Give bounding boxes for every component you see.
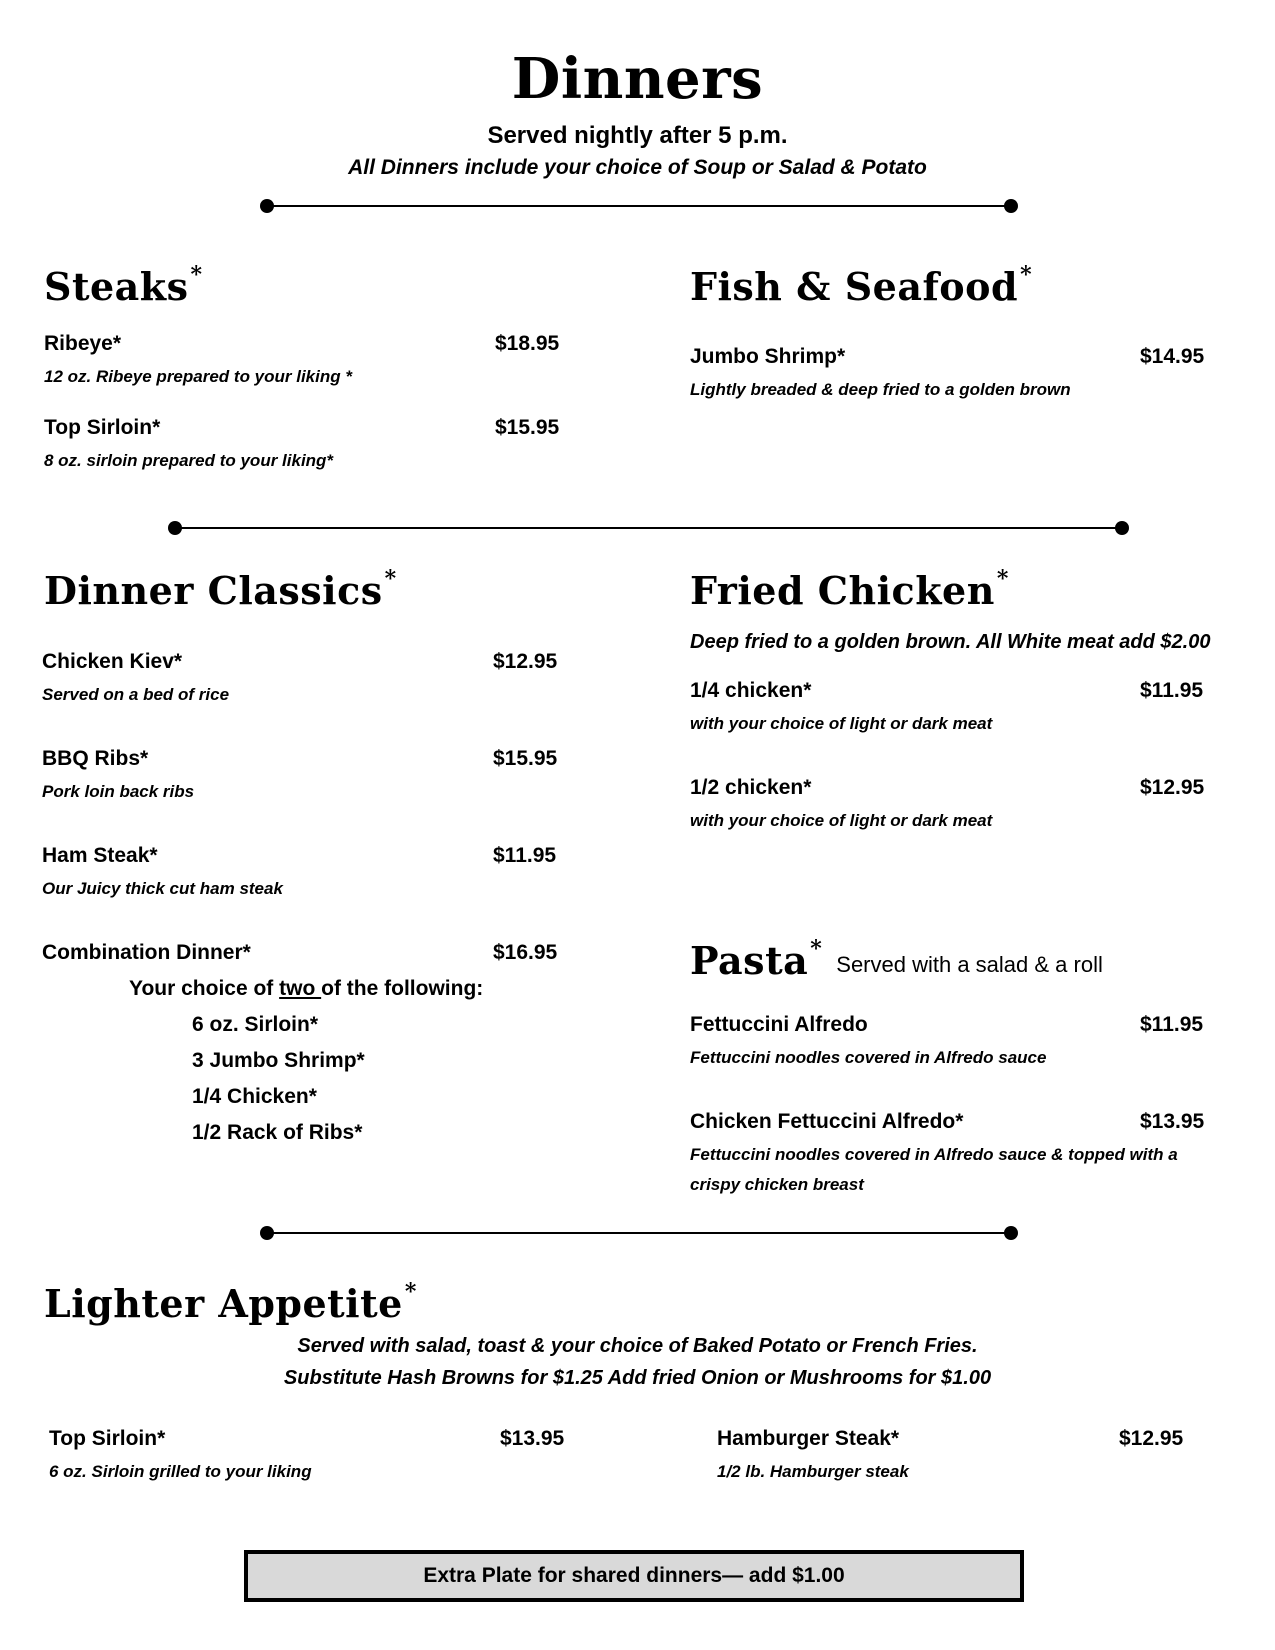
menu-item-name: Top Sirloin* — [44, 416, 161, 439]
menu-item-description: 12 oz. Ribeye prepared to your liking * — [44, 367, 352, 386]
section-title-seafood: Fish & Seafood* — [690, 262, 1033, 309]
menu-item-price: $14.95 — [1140, 345, 1205, 368]
menu-item-description: 1/2 lb. Hamburger steak — [717, 1462, 909, 1481]
menu-item-name: Ham Steak* — [42, 844, 158, 867]
combo-option: 1/2 Rack of Ribs* — [192, 1121, 363, 1144]
menu-item-price: $13.95 — [1140, 1110, 1205, 1133]
pasta-note: Served with a salad & a roll — [836, 951, 1103, 977]
menu-item-price: $13.95 — [500, 1427, 565, 1450]
extra-plate-text: Extra Plate for shared dinners— add $1.00 — [423, 1564, 845, 1587]
menu-item-description: Fettuccini noodles covered in Alfredo sauce & topped with a — [690, 1145, 1178, 1164]
menu-item-price: $15.95 — [493, 747, 558, 770]
menu-item-price: $12.95 — [493, 650, 558, 673]
menu-item-description: Our Juicy thick cut ham steak — [42, 879, 283, 898]
divider-bottom — [267, 1232, 1011, 1234]
menu-item-name: 1/4 chicken* — [690, 679, 812, 702]
section-title-lighter-appetite: Lighter Appetite* — [44, 1279, 417, 1326]
fried-chicken-note: Deep fried to a golden brown. All White meat add $2.00 — [690, 631, 1211, 653]
menu-item-price: $12.95 — [1140, 776, 1205, 799]
section-title-dinner-classics: Dinner Classics* — [44, 566, 397, 613]
menu-item-description: 6 oz. Sirloin grilled to your liking — [49, 1462, 312, 1481]
menu-item-description: Served on a bed of rice — [42, 685, 230, 704]
menu-item-description: Lightly breaded & deep fried to a golden brown — [690, 380, 1071, 399]
lighter-appetite-note: Substitute Hash Browns for $1.25 Add fried Onion or Mushrooms for $1.00 — [283, 1367, 992, 1389]
dinner-includes-note: All Dinners include your choice of Soup or Salad & Potato — [348, 156, 927, 179]
menu-item-name: Jumbo Shrimp* — [690, 345, 846, 368]
menu-item-name: BBQ Ribs* — [42, 747, 149, 770]
menu-item-description: 8 oz. sirloin prepared to your liking* — [44, 451, 334, 470]
section-title-steaks: Steaks* — [44, 262, 203, 309]
section-title-fried-chicken: Fried Chicken* — [690, 566, 1009, 613]
section-title-pasta: Pasta*Served with a salad & a roll — [690, 936, 1103, 983]
menu-item-price: $11.95 — [1140, 679, 1204, 702]
menu-item-name: Ribeye* — [44, 332, 122, 355]
menu-item-description: Pork loin back ribs — [42, 782, 195, 801]
menu-item-price: $16.95 — [493, 941, 558, 964]
divider-top — [267, 205, 1011, 207]
menu-item-price: $15.95 — [495, 416, 560, 439]
menu-item-price: $18.95 — [495, 332, 560, 355]
extra-plate-notice — [244, 1550, 1024, 1602]
combo-option: 6 oz. Sirloin* — [192, 1013, 319, 1036]
menu-item-name: Top Sirloin* — [49, 1427, 166, 1450]
menu-item-name: Combination Dinner* — [42, 941, 251, 964]
menu-item-name: 1/2 chicken* — [690, 776, 812, 799]
lighter-appetite-note: Served with salad, toast & your choice of Baked Potato or French Fries. — [297, 1335, 978, 1357]
combo-intro: Your choice of two of the following: — [129, 977, 484, 1000]
page-title: Dinners — [511, 46, 764, 112]
menu-item-description: Fettuccini noodles covered in Alfredo sauce — [690, 1048, 1047, 1067]
menu-item-description: with your choice of light or dark meat — [690, 811, 993, 830]
menu-item-name: Chicken Kiev* — [42, 650, 183, 673]
menu-item-name: Fettuccini Alfredo — [690, 1013, 868, 1036]
menu-item-price: $12.95 — [1119, 1427, 1184, 1450]
menu-item-price: $11.95 — [493, 844, 557, 867]
menu-item-name: Chicken Fettuccini Alfredo* — [690, 1110, 964, 1133]
menu-item-description: crispy chicken breast — [690, 1175, 864, 1194]
menu-item-name: Hamburger Steak* — [717, 1427, 900, 1450]
combo-option: 1/4 Chicken* — [192, 1085, 317, 1108]
combo-option: 3 Jumbo Shrimp* — [192, 1049, 365, 1072]
divider-middle — [175, 527, 1122, 529]
menu-item-description: with your choice of light or dark meat — [690, 714, 993, 733]
menu-item-price: $11.95 — [1140, 1013, 1204, 1036]
serving-hours: Served nightly after 5 p.m. — [487, 122, 788, 149]
